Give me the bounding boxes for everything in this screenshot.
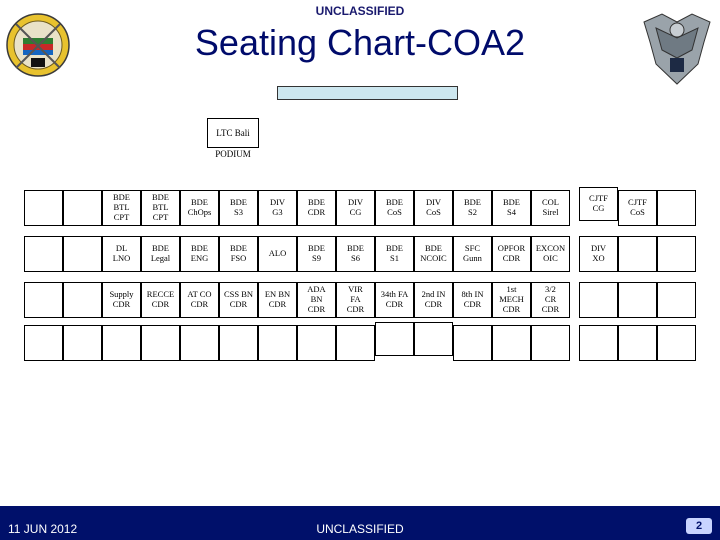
seat	[180, 325, 219, 361]
slide-title: Seating Chart-COA2	[194, 22, 526, 63]
seat	[657, 325, 696, 361]
podium-speaker-name: LTC Bali	[216, 128, 250, 138]
seat	[579, 325, 618, 361]
seat: ADA BN CDR	[297, 282, 336, 318]
page-number: 2	[686, 518, 712, 534]
seat	[453, 325, 492, 361]
seat: BDE S1	[375, 236, 414, 272]
seat: BDE FSO	[219, 236, 258, 272]
seat: 8th IN CDR	[453, 282, 492, 318]
seat: EXCON OIC	[531, 236, 570, 272]
seat	[657, 282, 696, 318]
title-accent-bar	[277, 86, 458, 100]
seat	[531, 325, 570, 361]
seat	[657, 190, 696, 226]
seat: VIR FA CDR	[336, 282, 375, 318]
seat: BDE Legal	[141, 236, 180, 272]
seat: DIV XO	[579, 236, 618, 272]
seat	[297, 325, 336, 361]
classification-banner-bottom: UNCLASSIFIED	[316, 522, 404, 536]
seat	[579, 282, 618, 318]
footer-bar	[0, 506, 720, 540]
seat: 34th FA CDR	[375, 282, 414, 318]
seat: CSS BN CDR	[219, 282, 258, 318]
seat: CJTF CoS	[618, 190, 657, 226]
seat: BDE S2	[453, 190, 492, 226]
seat: DIV CoS	[414, 190, 453, 226]
seat	[618, 282, 657, 318]
seat	[24, 190, 63, 226]
seat	[24, 282, 63, 318]
seat: BDE S9	[297, 236, 336, 272]
seat	[492, 325, 531, 361]
seat	[141, 325, 180, 361]
seat: EN BN CDR	[258, 282, 297, 318]
footer-date: 11 JUN 2012	[8, 522, 78, 536]
seat: COL Sirel	[531, 190, 570, 226]
seat: DIV G3	[258, 190, 297, 226]
seat: BDE BTL CPT	[141, 190, 180, 226]
seat: AT CO CDR	[180, 282, 219, 318]
seat: 2nd IN CDR	[414, 282, 453, 318]
seat: RECCE CDR	[141, 282, 180, 318]
seat-row-1	[24, 190, 696, 226]
seat-row-3	[24, 282, 696, 318]
seat: OPFOR CDR	[492, 236, 531, 272]
seat	[63, 282, 102, 318]
podium-box	[207, 118, 259, 148]
seat: BDE BTL CPT	[102, 190, 141, 226]
seat	[336, 325, 375, 361]
seat: CJTF CG	[579, 187, 618, 221]
unit-crest-logo	[6, 12, 70, 78]
seat-row-4	[24, 325, 696, 361]
seat	[375, 322, 414, 356]
seat	[618, 236, 657, 272]
seat	[657, 236, 696, 272]
classification-banner-top: UNCLASSIFIED	[315, 4, 405, 18]
seat: DL LNO	[102, 236, 141, 272]
seat	[63, 190, 102, 226]
eagle-insignia-logo	[640, 8, 714, 88]
seat	[414, 322, 453, 356]
seat: BDE ChOps	[180, 190, 219, 226]
seat	[258, 325, 297, 361]
seat: 1st MECH CDR	[492, 282, 531, 318]
seat: Supply CDR	[102, 282, 141, 318]
seat: BDE S6	[336, 236, 375, 272]
seat: BDE CoS	[375, 190, 414, 226]
seat: 3/2 CR CDR	[531, 282, 570, 318]
seat	[63, 236, 102, 272]
seat	[24, 236, 63, 272]
seat	[219, 325, 258, 361]
seat: BDE CDR	[297, 190, 336, 226]
seat: ALO	[258, 236, 297, 272]
seat: BDE S4	[492, 190, 531, 226]
seat: BDE ENG	[180, 236, 219, 272]
seat: DIV CG	[336, 190, 375, 226]
seat: BDE S3	[219, 190, 258, 226]
seat	[618, 325, 657, 361]
seat-row-2	[24, 236, 696, 272]
seat	[24, 325, 63, 361]
seat: BDE NCOIC	[414, 236, 453, 272]
seat: SFC Gunn	[453, 236, 492, 272]
seat	[102, 325, 141, 361]
seat	[63, 325, 102, 361]
podium-label: PODIUM	[215, 149, 251, 159]
